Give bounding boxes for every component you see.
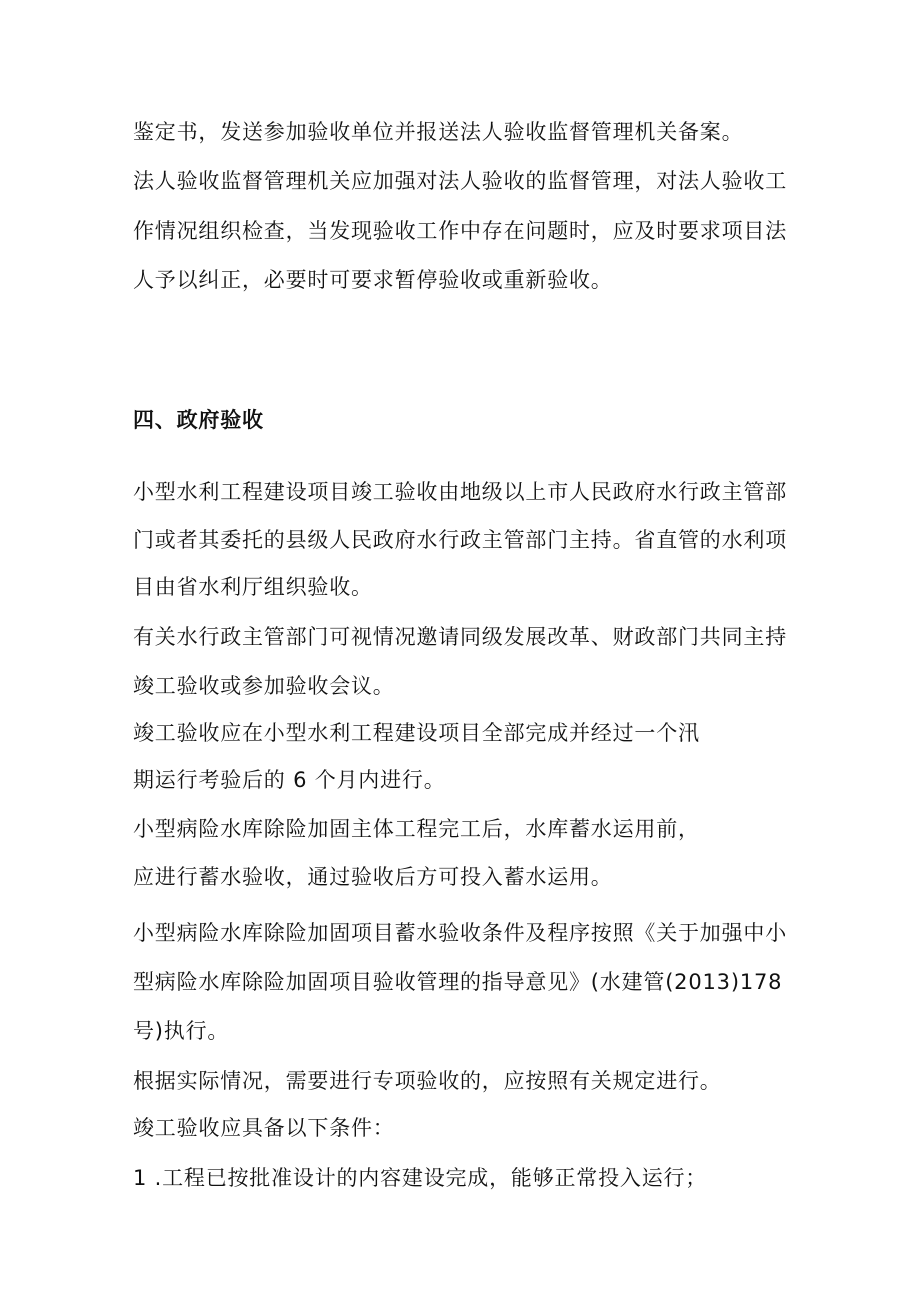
paragraph-line: 竣工验收应在小型水利工程建设项目全部完成并经过一个汛 — [133, 721, 700, 745]
paragraph-line: 作情况组织检查，当发现验收工作中存在问题时，应及时要求项目法 — [133, 219, 787, 243]
paragraph-line: 小型水利工程建设项目竣工验收由地级以上市人民政府水行政主管部 — [133, 480, 787, 504]
paragraph-line: 门或者其委托的县级人民政府水行政主管部门主持。省直管的水利项 — [133, 528, 787, 552]
paragraph-line: 鉴定书，发送参加验收单位并报送法人验收监督管理机关备案。 — [133, 120, 744, 144]
paragraph-line: 小型病险水库除险加固主体工程完工后，水库蓄水运用前， — [133, 817, 700, 841]
list-item: 1 .工程已按批准设计的内容建设完成，能够正常投入运行； — [133, 1166, 708, 1190]
section-heading: 四、政府验收 — [133, 408, 264, 432]
paragraph-line: 根据实际情况，需要进行专项验收的，应按照有关规定进行。 — [133, 1069, 722, 1093]
paragraph-line: 有关水行政主管部门可视情况邀请同级发展改革、财政部门共同主持 — [133, 625, 787, 649]
paragraph-line: 竣工验收或参加验收会议。 — [133, 674, 395, 698]
paragraph-line: 应进行蓄水验收，通过验收后方可投入蓄水运用。 — [133, 865, 613, 889]
paragraph-line: 期运行考验后的 6 个月内进行。 — [133, 768, 446, 792]
paragraph-line: 型病险水库除险加固项目验收管理的指导意见》(水建管(2013)178 — [133, 970, 783, 994]
paragraph-line: 人予以纠正，必要时可要求暂停验收或重新验收。 — [133, 268, 613, 292]
paragraph-line: 法人验收监督管理机关应加强对法人验收的监督管理，对法人验收工 — [133, 169, 787, 193]
paragraph-line: 号)执行。 — [133, 1019, 230, 1043]
paragraph-line: 小型病险水库除险加固项目蓄水验收条件及程序按照《关于加强中小 — [133, 921, 787, 945]
paragraph-line: 目由省水利厅组织验收。 — [133, 575, 373, 599]
paragraph-line: 竣工验收应具备以下条件： — [133, 1116, 395, 1140]
